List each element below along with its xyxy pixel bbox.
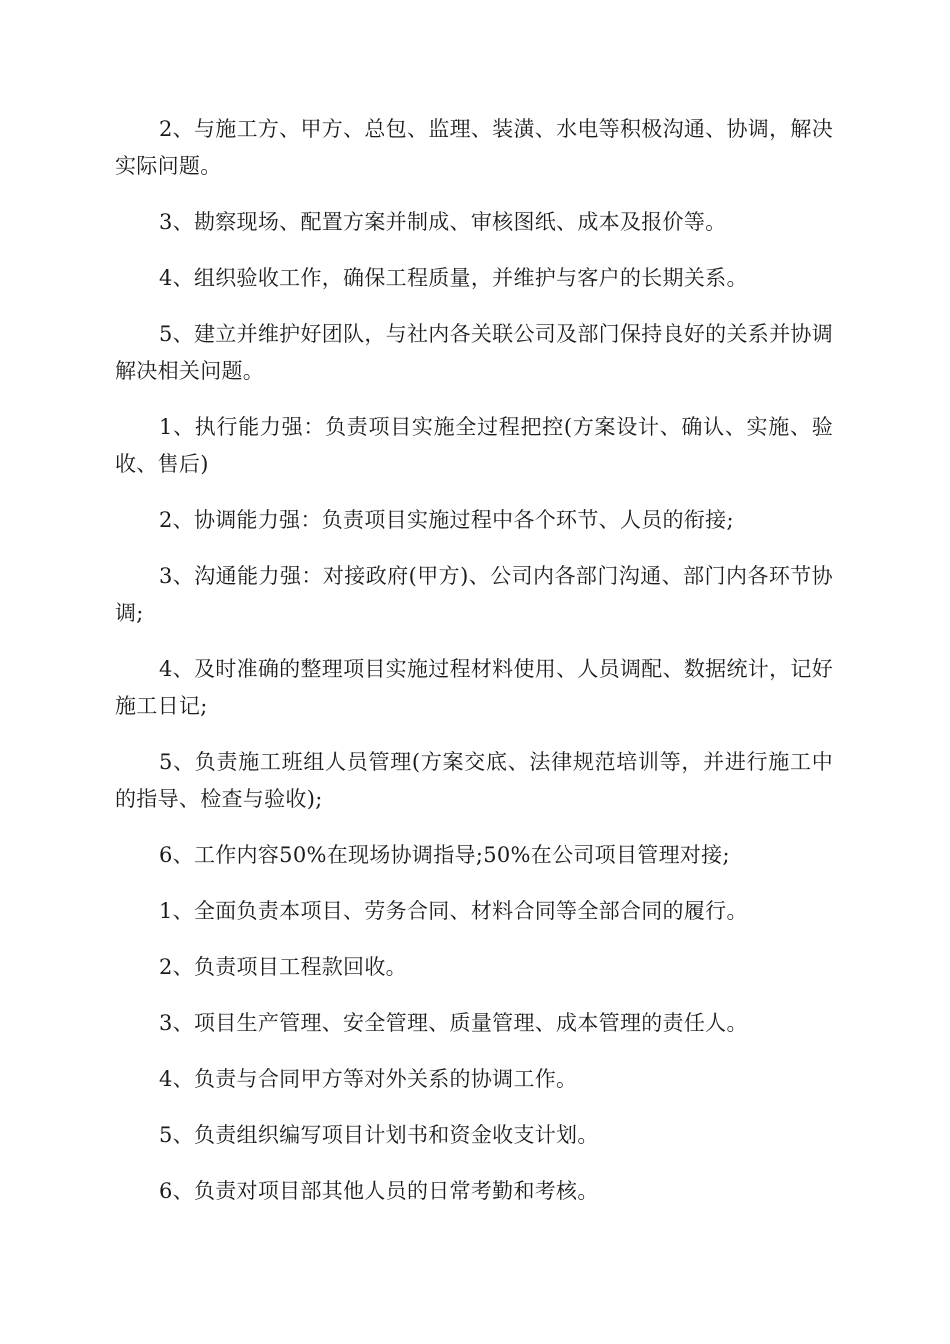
paragraph: 4、及时准确的整理项目实施过程材料使用、人员调配、数据统计，记好施工日记; (115, 657, 833, 718)
paragraph: 4、组织验收工作，确保工程质量，并维护与客户的长期关系。 (159, 266, 748, 290)
paragraph: 3、项目生产管理、安全管理、质量管理、成本管理的责任人。 (159, 1011, 748, 1035)
paragraph: 4、负责与合同甲方等对外关系的协调工作。 (159, 1067, 578, 1091)
paragraph: 5、负责组织编写项目计划书和资金收支计划。 (159, 1123, 599, 1147)
paragraph: 2、负责项目工程款回收。 (159, 955, 407, 979)
paragraph: 6、负责对项目部其他人员的日常考勤和考核。 (159, 1179, 599, 1203)
paragraph: 2、与施工方、甲方、总包、监理、装潢、水电等积极沟通、协调，解决实际问题。 (115, 117, 833, 178)
paragraph: 3、沟通能力强：对接政府(甲方)、公司内各部门沟通、部门内各环节协调; (115, 564, 833, 625)
paragraph: 1、执行能力强：负责项目实施全过程把控(方案设计、确认、实施、验收、售后) (115, 415, 833, 476)
paragraph: 2、协调能力强：负责项目实施过程中各个环节、人员的衔接; (159, 508, 734, 532)
paragraph: 6、工作内容50%在现场协调指导;50%在公司项目管理对接; (159, 843, 730, 867)
paragraph: 5、负责施工班组人员管理(方案交底、法律规范培训等，并进行施工中的指导、检查与验收); (115, 750, 833, 811)
paragraph: 5、建立并维护好团队，与社内各关联公司及部门保持良好的关系并协调解决相关问题。 (115, 322, 833, 383)
paragraph: 1、全面负责本项目、劳务合同、材料合同等全部合同的履行。 (159, 899, 748, 923)
document-body (115, 111, 833, 1229)
paragraph: 3、勘察现场、配置方案并制成、审核图纸、成本及报价等。 (159, 210, 727, 234)
